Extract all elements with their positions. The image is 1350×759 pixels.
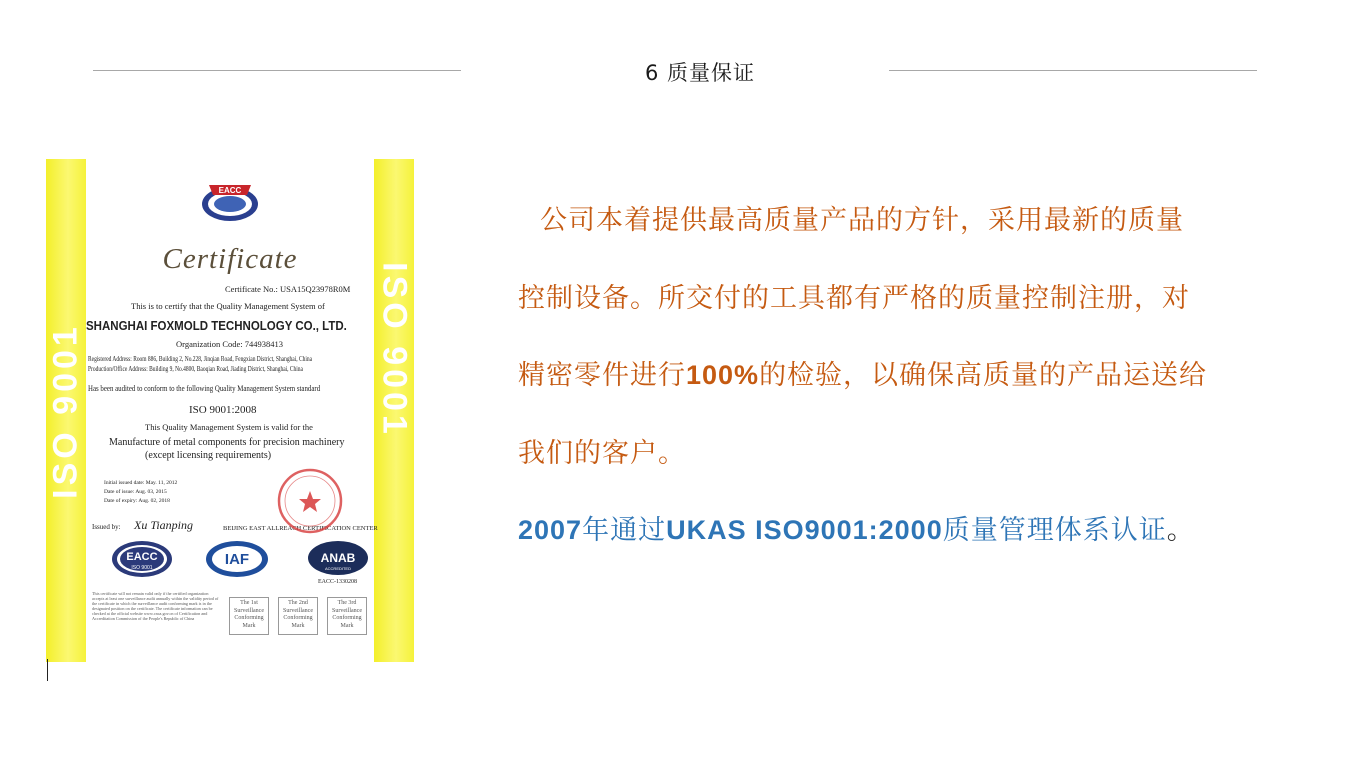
text-cursor-mark — [47, 659, 48, 681]
issued-by-label: Issued by: — [92, 523, 121, 531]
certificate-heading: Certificate — [162, 243, 298, 275]
certificate-scope-note: (except licensing requirements) — [145, 450, 272, 461]
initial-issue-date: Initial issued date: May. 11, 2012 — [104, 480, 178, 486]
surveillance-mark-2: The 2nd Surveillance Conforming Mark — [278, 597, 318, 635]
header-rule-right — [889, 70, 1257, 71]
eacc-logo-text: EACC — [126, 551, 158, 563]
red-seal-stamp-icon — [275, 466, 345, 536]
expiry-date: Date of expiry: Aug. 02, 2018 — [104, 498, 170, 504]
certificate-band-right — [374, 159, 414, 662]
certification-center: BEIJING EAST ALLREACH CERTIFICATION CENTER — [223, 525, 378, 532]
quality-description — [518, 182, 1208, 570]
band-label-left: ISO 9001 — [46, 322, 85, 499]
slide-title: 6 质量保证 — [644, 61, 756, 85]
iso-certificate-image — [46, 159, 414, 662]
certification-text-end: 。 — [1166, 515, 1195, 546]
certification-standard: UKAS ISO9001:2000 — [666, 515, 943, 545]
anab-code: EACC-1330208 — [318, 579, 357, 585]
registered-address: Registered Address: Room 886, Building 2, No.228, Jinqian Road, Fengxian District, Shanghai, China — [88, 355, 313, 363]
certificate-band-left — [46, 159, 86, 662]
certified-company: SHANGHAI FOXMOLD TECHNOLOGY CO., LTD. — [86, 319, 347, 333]
eacc-logo-icon — [110, 539, 174, 579]
policy-text-end: 的检验，以确保高质量的产品运送给我们的客户。 — [518, 360, 1208, 469]
certificate-intro: This is to certify that the Quality Management System of — [131, 301, 325, 311]
audit-statement: Has been audited to conform to the following Quality Management System standard — [88, 384, 321, 393]
eacc-emblem-icon — [197, 173, 263, 223]
certificate-number: Certificate No.: USA15Q23978R0M — [225, 284, 351, 294]
accreditation-logos — [110, 539, 370, 583]
iso-standard: ISO 9001:2008 — [189, 404, 257, 416]
certification-text-a: 年通过 — [582, 515, 667, 546]
certificate-body — [86, 159, 378, 662]
svg-text:EACC: EACC — [218, 186, 242, 195]
anab-logo-icon — [306, 539, 370, 579]
iaf-logo-icon — [204, 539, 270, 579]
iaf-logo-text: IAF — [224, 551, 250, 568]
certificate-scope: Manufacture of metal components for precision machinery — [109, 437, 345, 448]
certification-paragraph — [518, 492, 1208, 570]
inspection-percentage: 100% — [686, 360, 760, 390]
header-rule-left — [93, 70, 461, 71]
validity-statement: This Quality Management System is valid for the — [145, 422, 313, 432]
office-address: Production/Office Address: Building 9, No.4800, Baoqian Road, Jiading District, Shanghai, China — [88, 365, 303, 373]
band-label-right: ISO 9001 — [375, 262, 414, 438]
certificate-fine-print: This certificate will not remain valid only if the certified organization accepts at least one surveillance audit annually within the validity period of the certificate in which the surveillance audit conforming mark is in the designated position on the certificate. The certificate information can be checked at the official website www.cnca.gov.cn of Certification and Accreditation Commission of the People's Republic of China — [92, 591, 219, 621]
issuer-signature: Xu Tianping — [134, 518, 194, 532]
issue-date: Date of issue: Aug. 03, 2015 — [104, 489, 167, 495]
policy-text-start: 公司本着提供最高质量产品的方针，采用最新的质量控制设备。所交付的工具都有严格的质量控制注册，对精密零件进行 — [518, 205, 1190, 391]
eacc-logo-subtext: ISO 9001 — [131, 565, 153, 571]
anab-logo-text: ANAB — [320, 551, 356, 565]
surveillance-mark-3: The 3rd Surveillance Conforming Mark — [327, 597, 367, 635]
certification-year: 2007 — [518, 515, 583, 545]
anab-logo-subtext: ACCREDITED — [324, 566, 352, 571]
surveillance-mark-1: The 1st Surveillance Conforming Mark — [229, 597, 269, 635]
organization-code: Organization Code: 744938413 — [176, 339, 284, 349]
quality-policy-paragraph — [518, 182, 1208, 492]
certification-text-b: 质量管理体系认证 — [942, 515, 1167, 546]
